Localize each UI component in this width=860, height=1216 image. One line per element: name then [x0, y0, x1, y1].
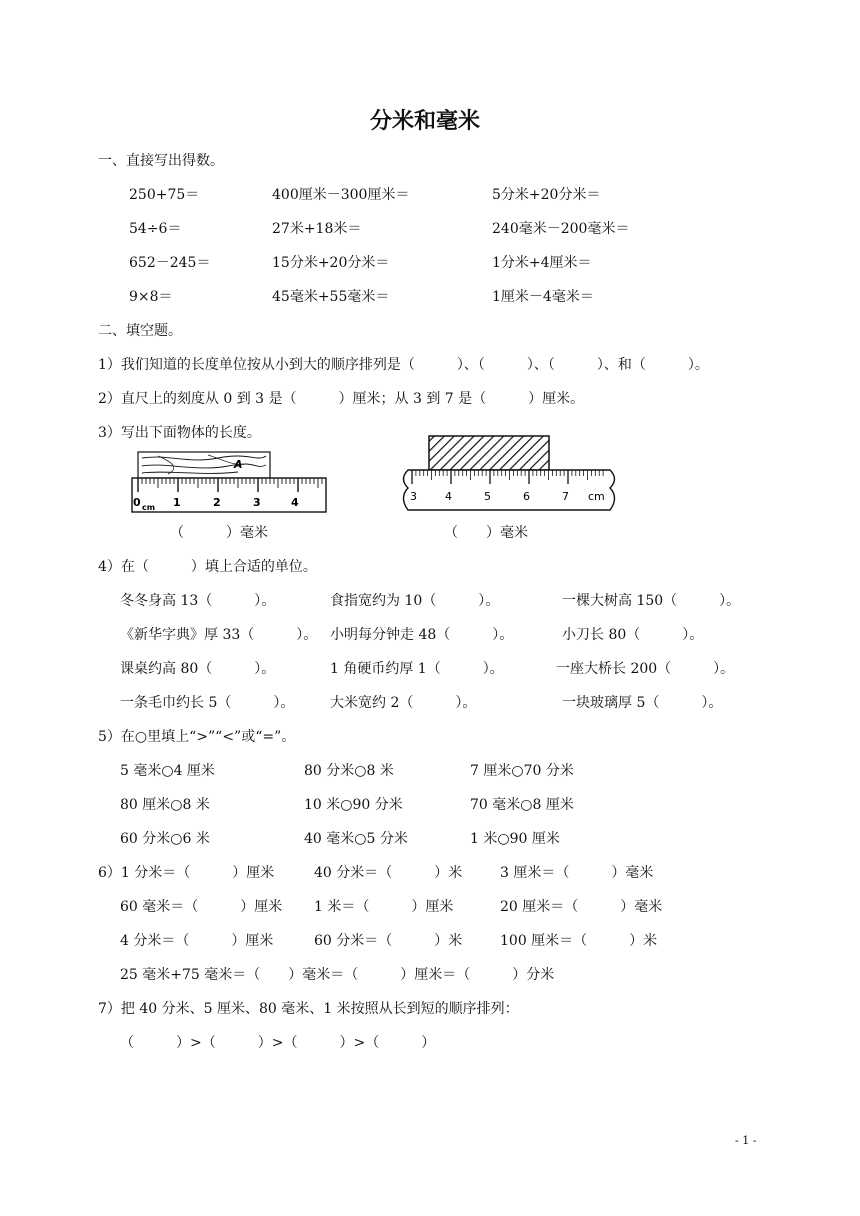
convert-chain: 25 毫米+75 毫米＝（ ）毫米＝（ ）厘米＝（ ）分米 — [120, 967, 555, 983]
unit-item: 小明每分钟走 48（ ）。 — [330, 627, 514, 643]
unit-item: 冬冬身高 13（ ）。 — [120, 593, 276, 609]
convert-item: 3 厘米＝（ ）毫米 — [500, 865, 654, 881]
ruler-figure-2 — [400, 430, 640, 518]
calc-item: 9×8＝ — [129, 289, 173, 305]
ruler2-answer: （ ）毫米 — [444, 525, 528, 541]
convert-item: 1 米＝（ ）厘米 — [314, 899, 454, 915]
unit-item: 食指宽约为 10（ ）。 — [330, 593, 500, 609]
unit-item: 一块玻璃厚 5（ ）。 — [562, 695, 723, 711]
convert-item: 60 毫米＝（ ）厘米 — [120, 899, 283, 915]
compare-item: 5 毫米○4 厘米 — [120, 763, 215, 779]
calc-item: 45毫米+55毫米＝ — [272, 289, 390, 305]
ruler1-label: 3 — [253, 496, 261, 509]
unit-item: 一棵大树高 150（ ）。 — [562, 593, 741, 609]
convert-item: 6）1 分米＝（ ）厘米 — [98, 865, 275, 881]
calc-item: 15分米+20分米＝ — [272, 255, 390, 271]
page-number: - 1 - — [735, 1134, 757, 1147]
ruler1-label: 4 — [291, 496, 299, 509]
question-4: 4）在（ ）填上合适的单位。 — [98, 559, 317, 575]
compare-item: 7 厘米○70 分米 — [470, 763, 574, 779]
plank-label: A — [234, 458, 243, 471]
calc-item: 652－245＝ — [129, 255, 211, 271]
question-1: 1）我们知道的长度单位按从小到大的顺序排列是（ ）、（ ）、（ ）、和（ ）。 — [98, 357, 709, 373]
calc-item: 1分米+4厘米＝ — [492, 255, 592, 271]
convert-item: 4 分米＝（ ）厘米 — [120, 933, 274, 949]
ruler-figure-1 — [128, 446, 338, 518]
convert-item: 20 厘米＝（ ）毫米 — [500, 899, 663, 915]
unit-item: 一条毛巾约长 5（ ）。 — [120, 695, 295, 711]
ruler1-label: 0 — [133, 496, 141, 509]
unit-item: 1 角硬币约厚 1（ ）。 — [330, 661, 504, 677]
convert-item: 60 分米＝（ ）米 — [314, 933, 463, 949]
section2-heading: 二、填空题。 — [98, 323, 182, 339]
question-3: 3）写出下面物体的长度。 — [98, 425, 261, 441]
question-5: 5）在○里填上“>”“<”或“=”。 — [98, 729, 296, 745]
convert-item: 40 分米＝（ ）米 — [314, 865, 463, 881]
ruler2-label: 3 — [410, 490, 417, 503]
order-answer: （ ）>（ ）>（ ）>（ ） — [120, 1035, 436, 1051]
ruler1-label: 1 — [173, 496, 181, 509]
question-7: 7）把 40 分米、5 厘米、80 毫米、1 米按照从长到短的顺序排列： — [98, 1001, 519, 1017]
wood-plank — [138, 452, 270, 478]
compare-item: 40 毫米○5 分米 — [304, 831, 408, 847]
compare-item: 70 毫米○8 厘米 — [470, 797, 574, 813]
ruler2-label: 4 — [445, 490, 452, 503]
unit-item: 《新华字典》厚 33（ ）。 — [120, 627, 318, 643]
ruler1-unit: cm — [142, 503, 156, 512]
unit-item: 一座大桥长 200（ ）。 — [556, 661, 735, 677]
compare-item: 10 米○90 分米 — [304, 797, 403, 813]
unit-item: 课桌约高 80（ ）。 — [120, 661, 276, 677]
ruler1-answer: （ ）毫米 — [170, 525, 268, 541]
calc-item: 54÷6＝ — [129, 221, 182, 237]
compare-item: 60 分米○6 米 — [120, 831, 210, 847]
ruler2-label: 7 — [562, 490, 569, 503]
convert-item: 100 厘米＝（ ）米 — [500, 933, 658, 949]
hatched-block — [429, 436, 549, 470]
calc-item: 400厘米－300厘米＝ — [272, 187, 410, 203]
page-title: 分米和毫米 — [370, 109, 481, 134]
unit-item: 大米宽约 2（ ）。 — [330, 695, 477, 711]
compare-item: 1 米○90 厘米 — [470, 831, 560, 847]
unit-item: 小刀长 80（ ）。 — [562, 627, 704, 643]
ruler2-label: 5 — [484, 490, 491, 503]
calc-item: 27米+18米＝ — [272, 221, 362, 237]
section1-heading: 一、直接写出得数。 — [98, 153, 224, 169]
compare-item: 80 分米○8 米 — [304, 763, 394, 779]
calc-item: 250+75＝ — [129, 187, 200, 203]
calc-item: 5分米+20分米＝ — [492, 187, 601, 203]
calc-item: 240毫米－200毫米＝ — [492, 221, 630, 237]
question-2: 2）直尺上的刻度从 0 到 3 是（ ）厘米；从 3 到 7 是（ ）厘米。 — [98, 391, 585, 407]
calc-item: 1厘米－4毫米＝ — [492, 289, 594, 305]
ruler2-label: 6 — [523, 490, 530, 503]
compare-item: 80 厘米○8 米 — [120, 797, 210, 813]
ruler2-unit: cm — [588, 490, 605, 503]
ruler1-label: 2 — [213, 496, 221, 509]
